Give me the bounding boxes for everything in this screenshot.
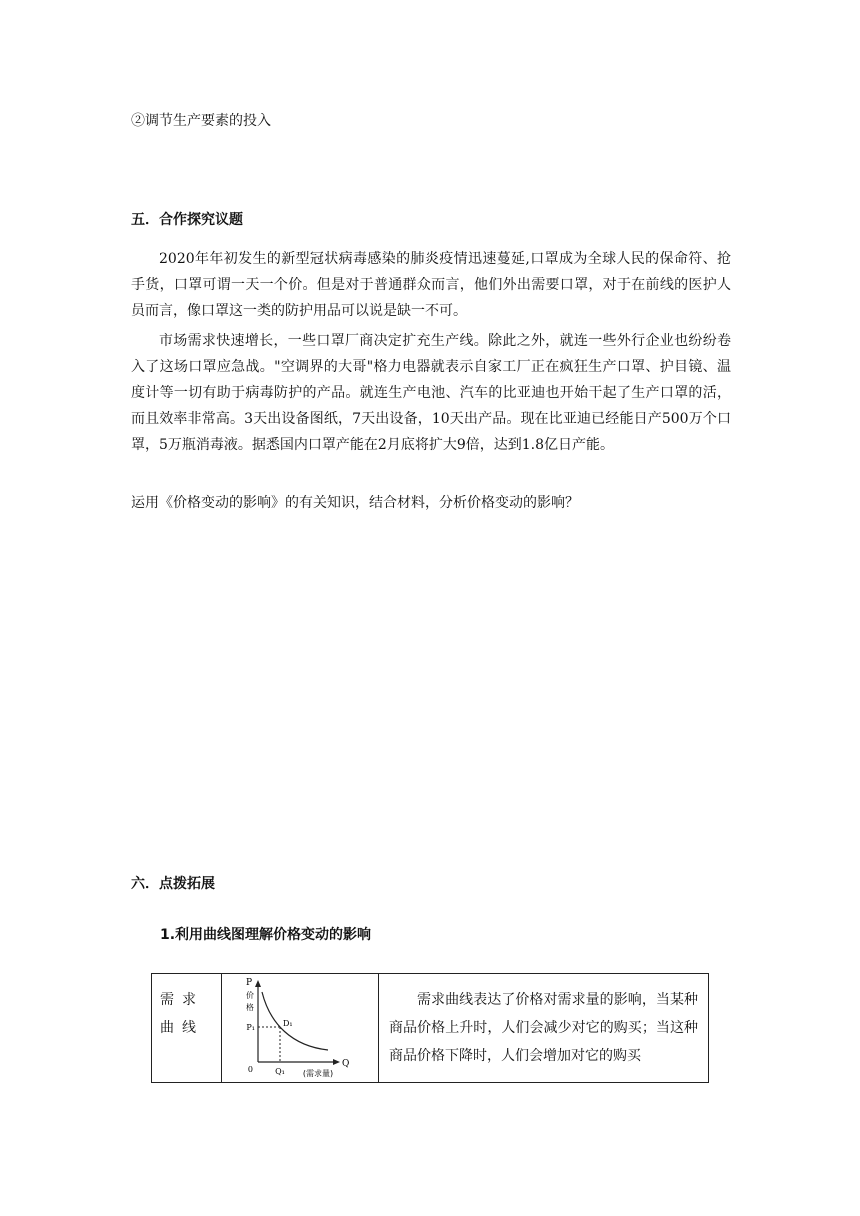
demand-curve [262,992,328,1050]
y-axis-label-1: 价 [246,991,254,1000]
demand-curve-description: 需求曲线表达了价格对需求量的影响，当某种商品价格上升时，人们会减少对它的购买；当这种商品价格下降时，人们会增加对它的购买 [389,992,698,1064]
table-row [152,974,709,1083]
demand-curve-table [151,973,709,1083]
origin-label: 0 [247,1065,253,1074]
section-5-paragraph-1: 2020年年初发生的新型冠状病毒感染的肺炎疫情迅速蔓延,口罩成为全球人民的保命符、抢手货，口罩可谓一天一个价。但是对于普通群众而言，他们外出需要口罩，对于在前线的医护人员而言，像口罩这一类的防护用品可以说是缺一不可。 [131,251,731,319]
section-6-heading: 六．点拨拓展 [131,876,215,892]
section-5-question: 运用《价格变动的影响》的有关知识，结合材料，分析价格变动的影响？ [131,495,579,511]
section-5-paragraph-2: 市场需求快速增长，一些口罩厂商决定扩充生产线。除此之外，就连一些外行企业也纷纷卷入了这场口罩应急战。"空调界的大哥"格力电器就表示自家工厂正在疯狂生产口罩、护目镜、温度计等一切有助于病毒防护的产品。就连生产电池、汽车的比亚迪也开始干起了生产口罩的活，而且效率非常高。3天出设备图纸，7天出设备，10天出产品。现在比亚迪已经能日产500万个口罩，5万瓶消毒液。据悉国内口罩产能在2月底将扩大9倍，达到1.8亿日产能。 [131,333,731,453]
y-axis-label-2: 格 [246,1003,254,1012]
demand-curve-label: 需求曲线 [160,992,204,1036]
x-axis-label: (需求量) [302,1069,334,1078]
y-axis-letter: P [245,978,252,988]
section-6-subheading: 1.利用曲线图理解价格变动的影响 [160,927,372,943]
table-description-cell [379,974,709,1083]
d1-label: D₁ [283,1019,293,1028]
table-label-cell [152,974,222,1083]
demand-curve-graph [222,974,378,1082]
section-5-heading: 五．合作探究议题 [131,212,243,228]
price-axis-arrow [255,980,261,987]
q1-label: Q₁ [275,1067,285,1076]
p1-label: P₁ [246,1023,255,1032]
x-axis-letter: Q [342,1059,350,1069]
item-2: ②调节生产要素的投入 [131,113,271,129]
quantity-axis-arrow [333,1059,340,1065]
table-graph-cell [222,974,379,1083]
